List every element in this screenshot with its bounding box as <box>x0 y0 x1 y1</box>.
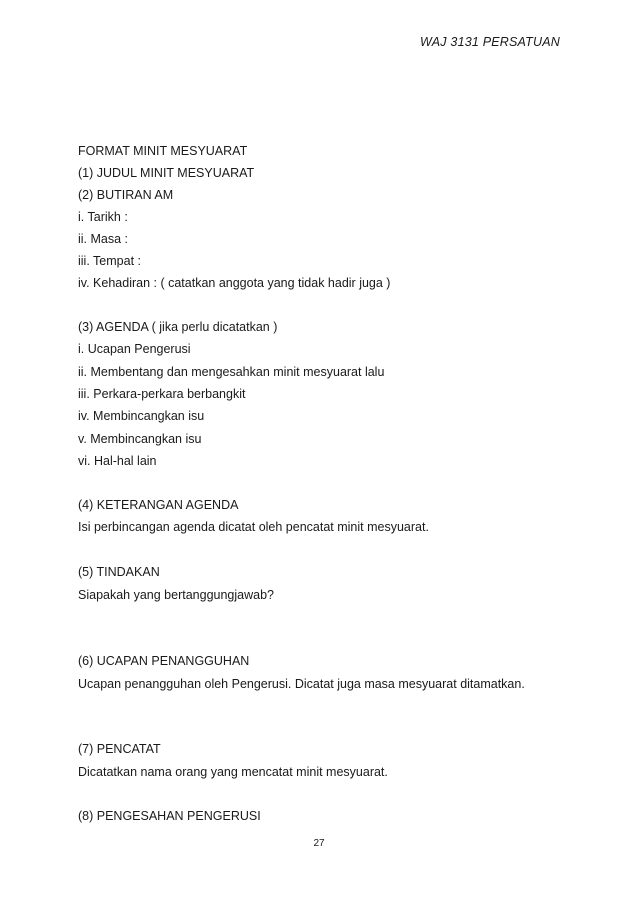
paragraph: Siapakah yang bertanggungjawab? <box>78 588 274 602</box>
list-item: ii. Masa : <box>78 232 129 246</box>
list-item: ii. Membentang dan mengesahkan minit mesyuarat lalu <box>78 365 385 379</box>
paragraph: Dicatatkan nama orang yang mencatat minit mesyuarat. <box>78 765 388 779</box>
section-heading: (1) JUDUL MINIT MESYUARAT <box>78 166 255 180</box>
section-heading: (4) KETERANGAN AGENDA <box>78 498 239 512</box>
section-heading: (3) AGENDA ( jika perlu dicatatkan ) <box>78 320 278 334</box>
section-heading: (5) TINDAKAN <box>78 565 160 579</box>
list-item: i. Ucapan Pengerusi <box>78 342 191 356</box>
paragraph: Isi perbincangan agenda dicatat oleh pencatat minit mesyuarat. <box>78 520 429 534</box>
section-heading: (7) PENCATAT <box>78 742 161 756</box>
document-header: WAJ 3131 PERSATUAN <box>420 35 560 49</box>
page-number: 27 <box>313 838 325 849</box>
list-item: iii. Tempat : <box>78 254 141 268</box>
section-heading: (6) UCAPAN PENANGGUHAN <box>78 654 250 668</box>
list-item: v. Membincangkan isu <box>78 432 202 446</box>
paragraph: Ucapan penangguhan oleh Pengerusi. Dicatat juga masa mesyuarat ditamatkan. <box>78 677 525 691</box>
list-item: vi. Hal-hal lain <box>78 454 157 468</box>
section-heading: (2) BUTIRAN AM <box>78 188 174 202</box>
list-item: iii. Perkara-perkara berbangkit <box>78 387 246 401</box>
format-title: FORMAT MINIT MESYUARAT <box>78 144 248 158</box>
list-item: iv. Membincangkan isu <box>78 409 205 423</box>
list-item: i. Tarikh : <box>78 210 128 224</box>
section-heading: (8) PENGESAHAN PENGERUSI <box>78 809 261 823</box>
list-item: iv. Kehadiran : ( catatkan anggota yang tidak hadir juga ) <box>78 276 391 290</box>
